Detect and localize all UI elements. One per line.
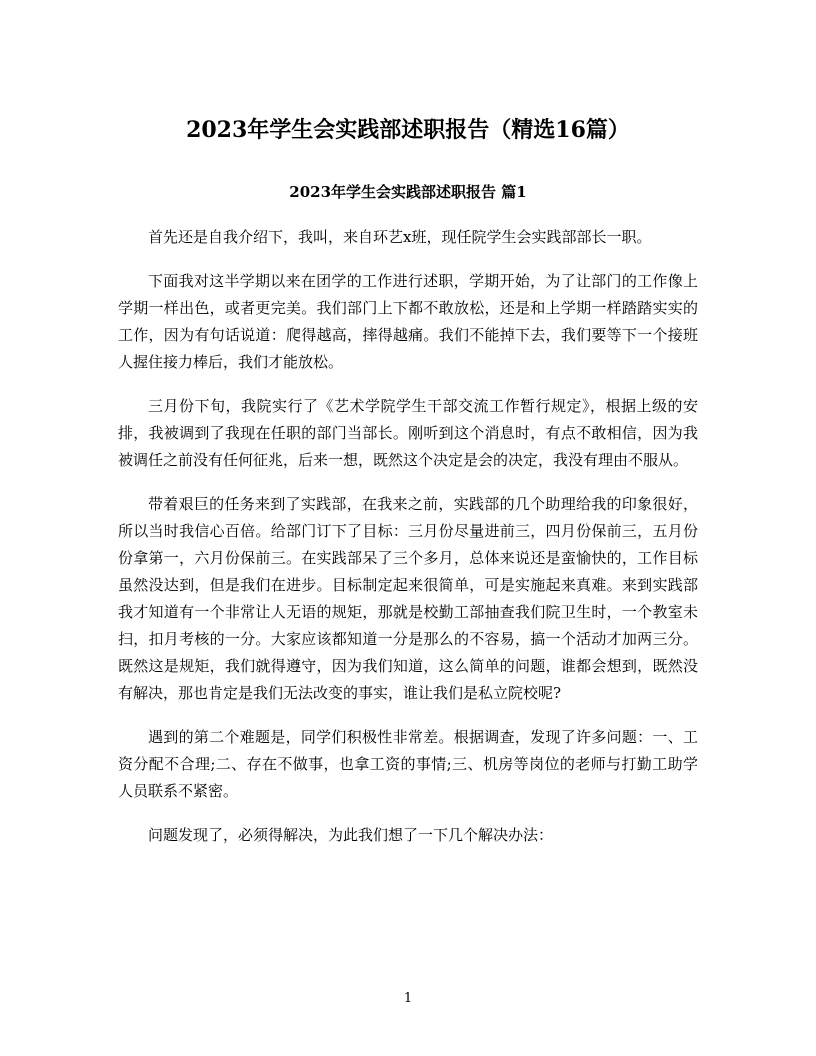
section-heading: 2023年学生会实践部述职报告 篇1 xyxy=(289,183,527,201)
paragraph-1: 首先还是自我介绍下，我叫，来自环艺x班，现任院学生会实践部部长一职。 xyxy=(148,228,652,246)
document-body xyxy=(118,224,698,866)
paragraph-2: 下面我对这半学期以来在团学的工作进行述职，学期开始，为了让部门的工作像上学期一样出色，或者更完美。我们部门上下都不敢放松，还是和上学期一样踏踏实实的工作，因为有句话说道：爬得越高，摔得越痛。我们不能掉下去，我们要等下一个接班人握住接力棒后，我们才能放松。 xyxy=(118,272,698,371)
paragraph-4: 带着艰巨的任务来到了实践部，在我来之前，实践部的几个助理给我的印象很好，所以当时我信心百倍。给部门订下了目标：三月份尽量进前三，四月份保前三，五月份份拿第一，六月份保前三。在实践部呆了三个多月，总体来说还是蛮愉快的，工作目标虽然没达到，但是我们在进步。目标制定起来很简单，可是实施起来真难。来到实践部我才知道有一个非常让人无语的规矩，那就是校勤工部抽查我们院卫生时，一个教室未扫，扣月考核的一分。大家应该都知道一分是那么的不容易，搞一个活动才加两三分。既然这是规矩，我们就得遵守，因为我们知道，这么简单的问题，谁都会想到，既然没有解决，那也肯定是我们无法改变的事实，谁让我们是私立院校呢? xyxy=(118,495,698,702)
paragraph-6: 问题发现了，必须得解决，为此我们想了一下几个解决办法： xyxy=(148,826,554,844)
document-title: 2023年学生会实践部述职报告（精选16篇） xyxy=(186,117,630,143)
paragraph-3: 三月份下旬，我院实行了《艺术学院学生干部交流工作暂行规定》，根据上级的安排，我被调到了我现在任职的部门当部长。刚听到这个消息时，有点不敢相信，因为我被调任之前没有任何征兆，后来一想，既然这个决定是会的决定，我没有理由不服从。 xyxy=(118,397,698,469)
paragraph-5: 遇到的第二个难题是，同学们积极性非常差。根据调查，发现了许多问题：一、工资分配不合理;二、存在不做事，也拿工资的事情;三、机房等岗位的老师与打勤工助学人员联系不紧密。 xyxy=(118,728,698,800)
page-number: 1 xyxy=(403,991,413,1006)
